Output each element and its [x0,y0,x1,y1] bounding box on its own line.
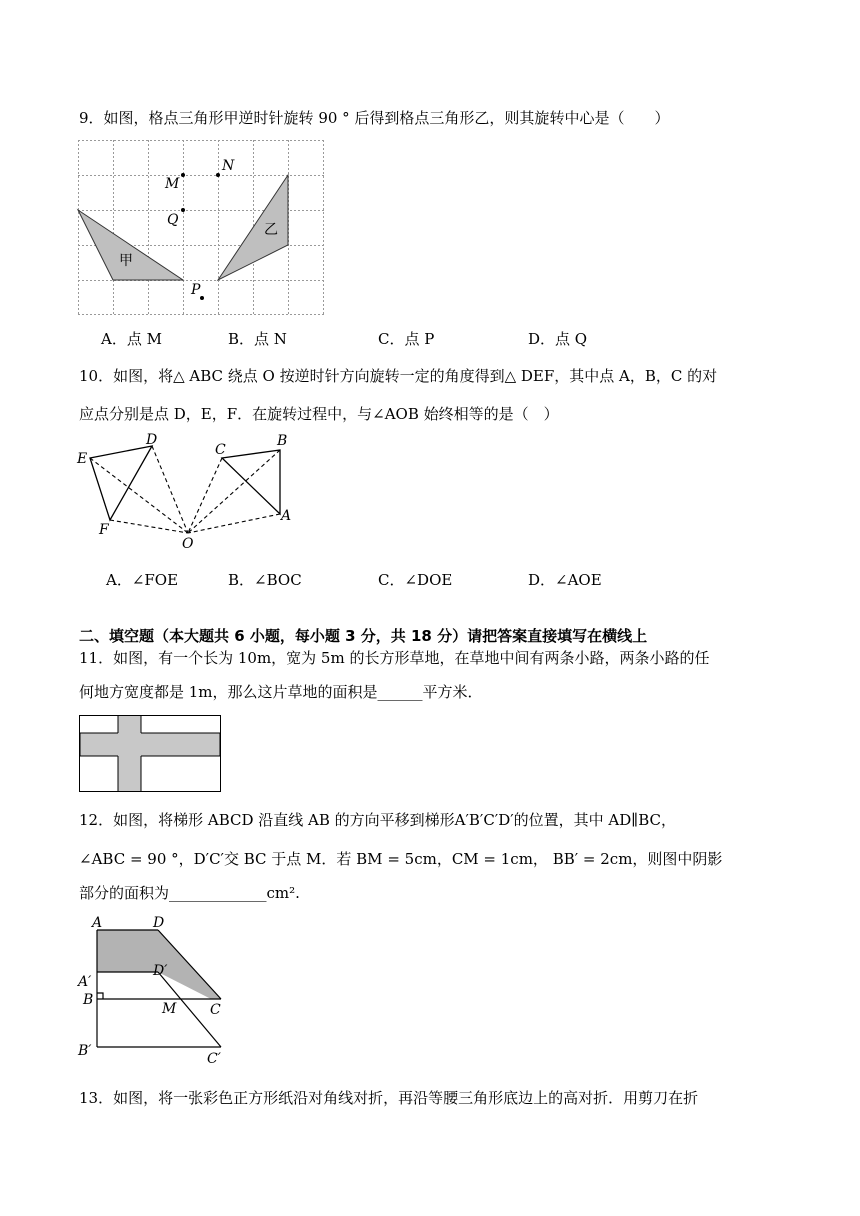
label-A: A [281,508,292,524]
label-B-prime: B′ [78,1043,92,1059]
section-2-heading: 二、填空题（本大题共 6 小题，每小题 3 分，共 18 分）请把答案直接填写在横线上 [79,627,648,645]
label-jia: 甲 [119,253,133,269]
label-F: F [99,522,109,538]
label-D: D [153,915,165,931]
label-O: O [182,536,194,552]
label-C-prime: C′ [207,1051,221,1067]
q12-line2: ∠ABC = 90 °，D′C′交 BC 于点 M．若 BM = 5cm，CM = 1cm， BB′ = 2cm，则图中阴影 [79,850,723,868]
q9-option-b[interactable]: B．点 N [228,330,287,348]
q10-stem-line1: 10．如图，将△ ABC 绕点 O 按逆时针方向旋转一定的角度得到△ DEF，其中点 A，B，C 的对 [79,367,718,385]
q12-line1: 12．如图，将梯形 ABCD 沿直线 AB 的方向平移到梯形A′B′C′D′的位置，其中 AD∥BC， [79,811,676,829]
label-B: B [83,992,94,1008]
q11-line2: 何地方宽度都是 1m，那么这片草地的面积是______平方米． [79,683,483,701]
q9-option-d[interactable]: D．点 Q [528,330,588,348]
q12-line3: 部分的面积为_____________cm². [79,884,300,902]
label-N: N [222,158,235,174]
q10-option-c[interactable]: C．∠DOE [378,571,453,589]
q12-figure [78,914,228,1074]
label-P: P [191,282,201,298]
q9-stem: 9．如图，格点三角形甲逆时针旋转 90 ° 后得到格点三角形乙，则其旋转中心是（ ） [79,109,670,127]
label-Q: Q [167,212,179,228]
road-horizontal [80,733,220,756]
road-vertical [118,716,141,791]
point-P [200,296,204,300]
label-M: M [165,176,180,192]
label-D: D [146,432,158,448]
q11-line1: 11．如图，有一个长为 10m，宽为 5m 的长方形草地，在草地中间有两条小路，两条小路的任 [79,649,710,667]
label-E: E [77,451,88,467]
q10-figure [74,430,304,555]
label-B: B [277,433,288,449]
q9-figure [78,140,326,315]
q9-option-c[interactable]: C．点 P [378,330,435,348]
q10-option-a[interactable]: A．∠FOE [106,571,179,589]
q10-stem-line2: 应点分别是点 D，E，F．在旋转过程中，与∠AOB 始终相等的是（ ） [79,405,559,423]
label-A-prime: A′ [78,974,92,990]
label-M: M [162,1001,177,1017]
point-N [216,173,220,177]
q10-option-b[interactable]: B．∠BOC [228,571,302,589]
label-C: C [210,1002,221,1018]
q13-line1: 13．如图，将一张彩色正方形纸沿对角线对折，再沿等腰三角形底边上的高对折．用剪刀在折 [79,1089,699,1107]
label-yi: 乙 [264,222,278,238]
point-M [181,173,185,177]
point-Q [181,208,185,212]
label-A: A [92,915,103,931]
q11-figure [79,715,223,793]
label-D-prime: D′ [153,963,168,979]
q9-option-a[interactable]: A．点 M [101,330,162,348]
q10-option-d[interactable]: D．∠AOE [528,571,602,589]
label-C: C [215,442,226,458]
